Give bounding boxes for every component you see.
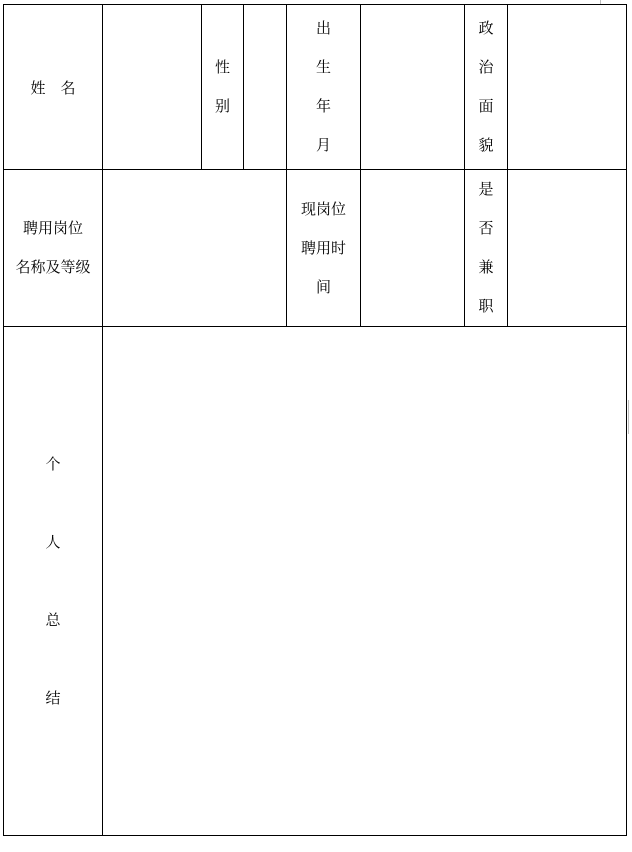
summary-content[interactable] — [103, 327, 626, 835]
political-value[interactable] — [508, 5, 626, 169]
political-label-char-2: 治 — [478, 58, 494, 76]
summary-label-char-2: 人 — [45, 533, 61, 551]
page-edge-mark-top — [600, 0, 601, 4]
summary-label — [4, 327, 102, 835]
summary-label-char-4: 结 — [45, 689, 61, 707]
table-border-right — [626, 4, 627, 836]
position-value[interactable] — [103, 170, 286, 326]
current-time-label-line-3: 间 — [315, 277, 331, 296]
political-label-char-3: 面 — [478, 97, 494, 115]
part-time-label-char-2: 否 — [478, 219, 494, 237]
political-label-char-1: 政 — [478, 19, 494, 37]
current-time-value[interactable] — [361, 170, 464, 326]
summary-label-char-3: 总 — [45, 611, 61, 629]
current-time-label-line-2: 聘用时 — [300, 238, 346, 257]
current-time-label-line-1: 现岗位 — [300, 199, 346, 218]
position-label-line-1: 聘用岗位 — [22, 219, 83, 237]
gender-label-char-2: 别 — [214, 97, 230, 115]
part-time-label-char-1: 是 — [478, 180, 494, 198]
gender-value[interactable] — [244, 5, 286, 169]
birth-value[interactable] — [361, 5, 464, 169]
name-label-text: 姓 名 — [30, 78, 76, 97]
position-label-line-2: 名称及等级 — [15, 258, 91, 276]
birth-label-char-4: 月 — [315, 136, 331, 154]
birth-label-char-1: 出 — [315, 19, 331, 37]
table-border-bottom — [3, 835, 627, 836]
part-time-label-char-4: 职 — [478, 297, 494, 315]
gender-label — [202, 5, 243, 169]
part-time-value[interactable] — [508, 170, 626, 326]
birth-label-char-3: 年 — [315, 97, 331, 115]
birth-label — [287, 5, 360, 169]
gender-label-char-1: 性 — [214, 58, 230, 76]
birth-label-char-2: 生 — [315, 58, 331, 76]
page-edge-mark-side — [628, 400, 629, 434]
name-label — [4, 5, 102, 169]
position-label — [4, 170, 102, 326]
current-time-label — [287, 170, 360, 326]
political-label — [465, 5, 507, 169]
political-label-char-4: 貌 — [478, 136, 494, 154]
part-time-label-char-3: 兼 — [478, 258, 494, 276]
summary-label-char-1: 个 — [45, 455, 61, 473]
part-time-label — [465, 170, 507, 326]
name-value[interactable] — [103, 5, 201, 169]
